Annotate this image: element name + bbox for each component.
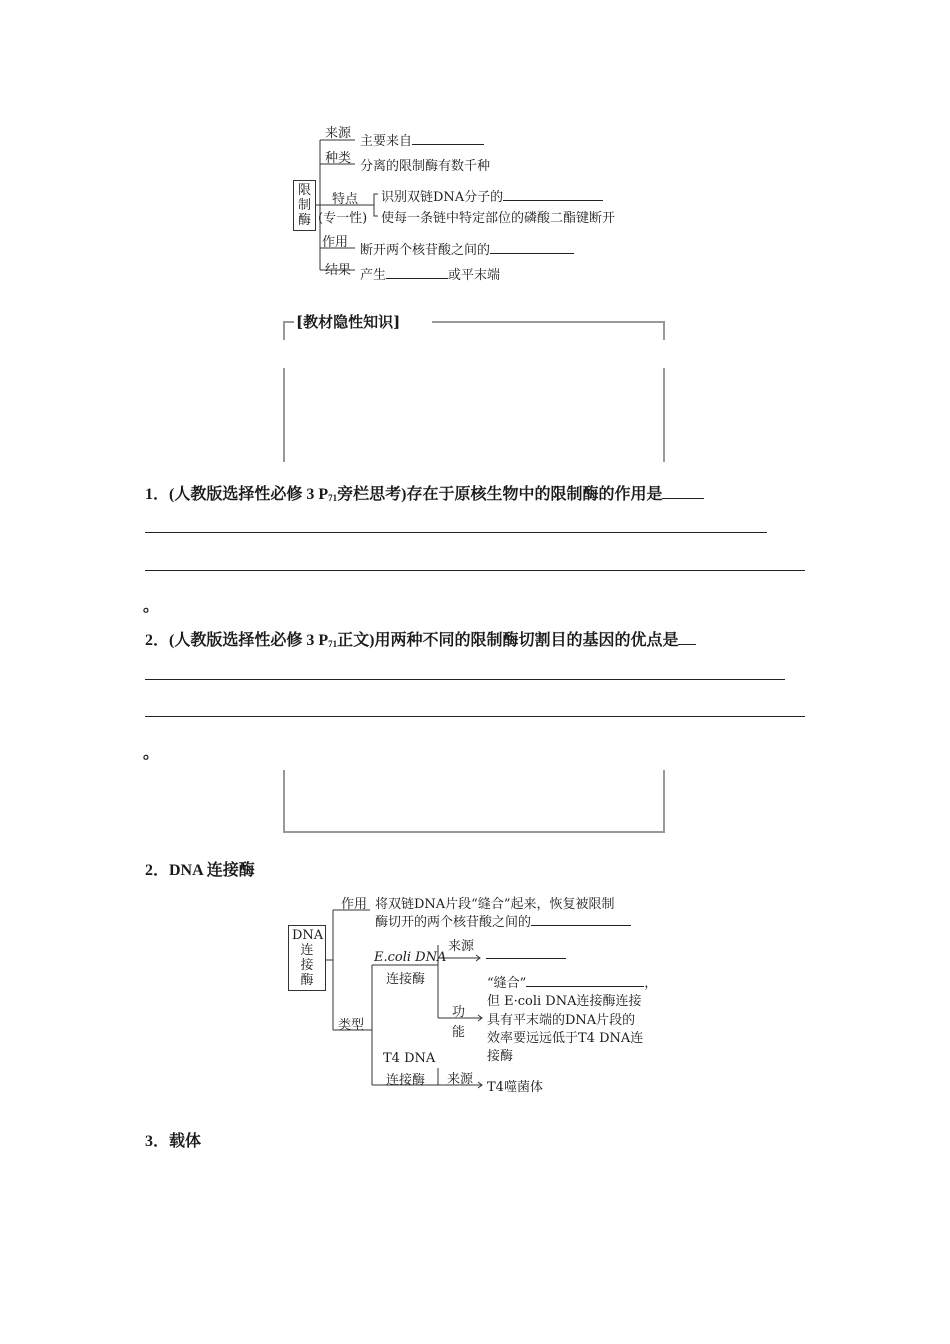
section-2-heading: 2．DNA 连接酶 (145, 862, 255, 879)
question-2: 2．(人教版选择性必修 3 $P_{71}$正文)用两种不同的限制酶切割目的基因的优点是 (145, 627, 696, 650)
dna-ligase-label: DNA 连 接 酶 (288, 925, 326, 991)
ecoli-func-line3: 具有平末端的DNA片段的 (487, 1013, 636, 1028)
ligase-function-line2: 酶切开的两个核苷酸之间的 (375, 911, 631, 930)
types-tag: 种类 (325, 151, 352, 166)
types-text: 分离的限制酶有数千种 (360, 159, 491, 174)
feature-tag: 特点 (332, 192, 359, 207)
feature-sub: (专一性) (318, 211, 368, 226)
ecoli-func-blank[interactable] (526, 986, 644, 987)
source-text: 主要来自 (360, 130, 484, 149)
ligase-function-tag: 作用 (341, 897, 368, 912)
ligase-function-line1: 将双链DNA片段“缝合”起来，恢复被限制 (375, 897, 615, 912)
ecoli-label-1: E.coli DNA (374, 950, 447, 965)
ecoli-func-line2: 但 E·coli DNA连接酶连接 (487, 994, 642, 1009)
result-text: 产生 或平末端 (360, 268, 501, 283)
ecoli-func-line5: 接酶 (487, 1049, 514, 1064)
ecoli-func-line1: “缝合” ， (487, 976, 658, 991)
hidden-knowledge-title: [教材隐性知识] (296, 313, 401, 331)
ecoli-func-line4: 效率要远远低于T4 DNA连 (487, 1031, 644, 1046)
function-text: 断开两个核苷酸之间的 (360, 239, 574, 258)
t4-source-tag: 来源 (447, 1072, 474, 1087)
bracket-left: [ (296, 313, 304, 331)
ecoli-func-tag-2: 能 (452, 1025, 466, 1040)
q2-end: 。 (143, 745, 160, 762)
feature-1: 识别双链DNA分子的 (381, 186, 603, 205)
t4-source-text: T4噬菌体 (487, 1080, 543, 1095)
function-tag: 作用 (322, 235, 349, 250)
restriction-enzyme-label: 限 制 酶 (293, 180, 316, 231)
question-1: 1．(人教版选择性必修 3 $P_{71}$旁栏思考)存在于原核生物中的限制酶的作用是 (145, 481, 704, 504)
ecoli-func-tag-1: 功 (452, 1005, 466, 1020)
feature-2: 使每一条链中特定部位的磷酸二酯键断开 (381, 211, 616, 226)
result-tag: 结果 (325, 263, 352, 278)
ligase-function-blank[interactable] (531, 925, 631, 926)
q1-end: 。 (143, 598, 160, 615)
ligase-types-tag: 类型 (338, 1018, 365, 1033)
source-tag: 来源 (325, 126, 352, 141)
t4-label-1: T4 DNA (383, 1051, 436, 1066)
bracket-right: ] (393, 313, 401, 331)
t4-label-2: 连接酶 (386, 1073, 426, 1088)
ecoli-source-tag: 来源 (448, 939, 475, 954)
ecoli-source-blank[interactable] (486, 944, 566, 959)
ecoli-label-2: 连接酶 (386, 972, 426, 987)
section-3-heading: 3．载体 (145, 1133, 202, 1150)
